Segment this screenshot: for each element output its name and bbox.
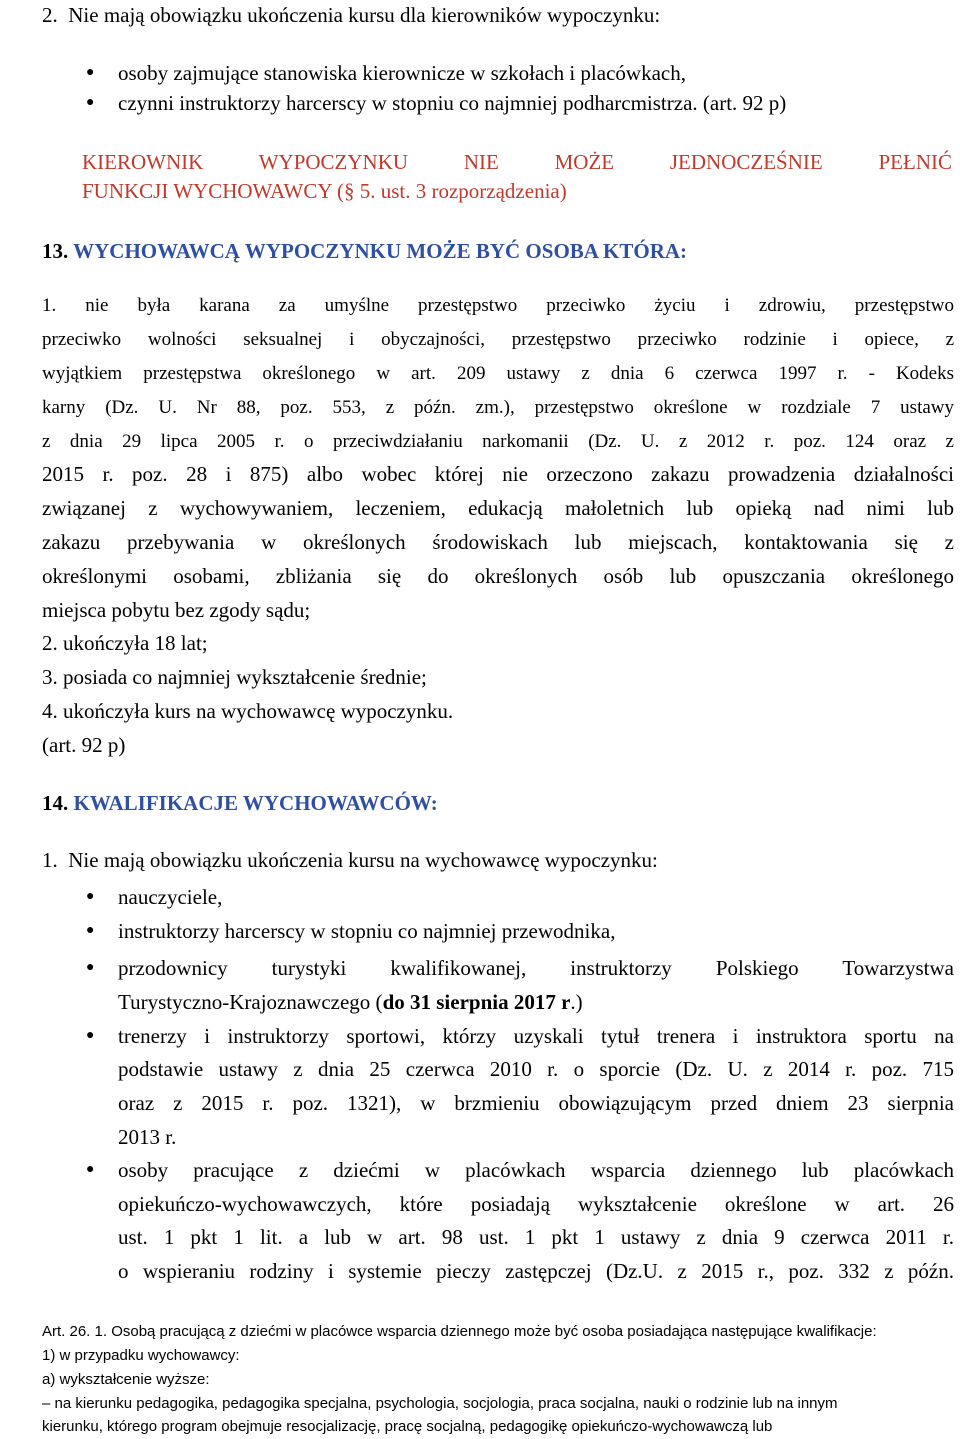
- list-item: instruktorzy harcerscy w stopniu co najmniej przewodnika,: [118, 919, 616, 943]
- list-item-line: osoby pracujące z dziećmi w placówkach wsparcia dziennego lub placówkach: [118, 1158, 954, 1182]
- paragraph-line: przeciwko wolności seksualnej i obyczajności, przestępstwo przeciwko rodzinie i opiece, z: [42, 329, 954, 350]
- list-item-line: 2013 r.: [118, 1125, 177, 1149]
- bullet-icon: ●: [86, 1162, 95, 1177]
- list-item: 4. ukończyła kurs na wychowawcę wypoczynku.: [42, 699, 454, 723]
- footnote-line: kierunku, którego program obejmuje resocjalizację, pracę socjalną, pedagogikę opiekuńczo-wychowawczą lub: [42, 1418, 773, 1435]
- deadline-text: do 31 sierpnia 2017 r: [382, 990, 571, 1014]
- bullet-icon: ●: [86, 923, 95, 938]
- item-2-heading: 2. Nie mają obowiązku ukończenia kursu dla kierowników wypoczynku:: [42, 3, 661, 27]
- section-title: WYCHOWAWCĄ WYPOCZYNKU MOŻE BYĆ OSOBA KTÓRA:: [73, 239, 688, 263]
- section-title: KWALIFIKACJE WYCHOWAWCÓW:: [73, 791, 438, 815]
- list-item-line: trenerzy i instruktorzy sportowi, którzy uzyskali tytuł trenera i instruktora sportu na: [118, 1024, 954, 1048]
- paragraph-line: 2015 r. poz. 28 i 875) albo wobec której nie orzeczono zakazu prowadzenia działalności: [42, 462, 954, 486]
- list-item: czynni instruktorzy harcerscy w stopniu co najmniej podharcmistrza. (art. 92 p): [118, 91, 787, 115]
- footnote-line: a) wykształcenie wyższe:: [42, 1371, 210, 1388]
- paragraph-line: karny (Dz. U. Nr 88, poz. 553, z późn. zm.), przestępstwo określone w rozdziale 7 ustawy: [42, 397, 954, 418]
- footnote-line: – na kierunku pedagogika, pedagogika specjalna, psychologia, socjologia, praca socjalna, nauki o rodzinie lub na innym: [42, 1395, 838, 1412]
- paragraph-line: wyjątkiem przestępstwa określonego w art. 209 ustawy z dnia 6 czerwca 1997 r. - Kodeks: [42, 363, 954, 384]
- list-item-line: podstawie ustawy z dnia 25 czerwca 2010 r. o sporcie (Dz. U. z 2014 r. poz. 715: [118, 1057, 954, 1081]
- list-item-line: ust. 1 pkt 1 lit. a lub w art. 98 ust. 1 pkt 1 ustawy z dnia 9 czerwca 2011 r.: [118, 1225, 954, 1249]
- section-13-heading: [42, 238, 687, 264]
- bullet-icon: ●: [86, 1028, 95, 1043]
- list-item-line: oraz z 2015 r. poz. 1321), w brzmieniu obowiązującym przed dniem 23 sierpnia: [118, 1091, 954, 1115]
- section-14-heading: [42, 790, 438, 816]
- footnote-line: 1) w przypadku wychowawcy:: [42, 1347, 240, 1364]
- list-item-line: opiekuńczo-wychowawczych, które posiadają wykształcenie określone w art. 26: [118, 1192, 954, 1216]
- bullet-icon: ●: [86, 65, 95, 80]
- paragraph-line: związanej z wychowywaniem, leczeniem, edukacją małoletnich lub opieką nad nimi lub: [42, 496, 954, 520]
- list-item-text: Turystyczno-Krajoznawczego (: [118, 990, 383, 1014]
- paragraph-line: miejsca pobytu bez zgody sądu;: [42, 598, 311, 622]
- warning-line: KIEROWNIK WYPOCZYNKU NIE MOŻE JEDNOCZEŚNIE PEŁNIĆ: [82, 150, 952, 174]
- paragraph-line: zakazu przebywania w określonych środowiskach lub miejscach, kontaktowania się z: [42, 530, 954, 554]
- list-item-text: .): [570, 990, 583, 1014]
- footnote-line: Art. 26. 1. Osobą pracującą z dziećmi w placówce wsparcia dziennego może być osoba posiadająca następujące kwalifikacje:: [42, 1323, 877, 1340]
- paragraph-line: określonymi osobami, zbliżania się do określonych osób lub opuszczania określonego: [42, 564, 954, 588]
- bullet-icon: ●: [86, 95, 95, 110]
- warning-line: FUNKCJI WYCHOWAWCY (§ 5. ust. 3 rozporządzenia): [82, 179, 567, 203]
- section-number: 14.: [42, 791, 69, 815]
- paragraph-line: z dnia 29 lipca 2005 r. o przeciwdziałaniu narkomanii (Dz. U. z 2012 r. poz. 124 oraz z: [42, 431, 954, 452]
- list-item: 3. posiada co najmniej wykształcenie średnie;: [42, 665, 427, 689]
- list-item: 2. ukończyła 18 lat;: [42, 631, 208, 655]
- reference: (art. 92 p): [42, 733, 126, 757]
- bullet-icon: ●: [86, 960, 95, 975]
- item-1-heading: 1. Nie mają obowiązku ukończenia kursu na wychowawcę wypoczynku:: [42, 848, 658, 872]
- bullet-icon: ●: [86, 889, 95, 904]
- list-item-line: o wspieraniu rodziny i systemie pieczy zastępczej (Dz.U. z 2015 r., poz. 332 z późn.: [118, 1259, 954, 1283]
- section-number: 13.: [42, 239, 69, 263]
- paragraph-line: 1. nie była karana za umyślne przestępstwo przeciwko życiu i zdrowiu, przestępstwo: [42, 295, 954, 316]
- list-item: osoby zajmujące stanowiska kierownicze w szkołach i placówkach,: [118, 61, 686, 85]
- list-item: nauczyciele,: [118, 885, 223, 909]
- list-item-line: przodownicy turystyki kwalifikowanej, instruktorzy Polskiego Towarzystwa: [118, 956, 954, 980]
- list-item-line: [118, 989, 583, 1015]
